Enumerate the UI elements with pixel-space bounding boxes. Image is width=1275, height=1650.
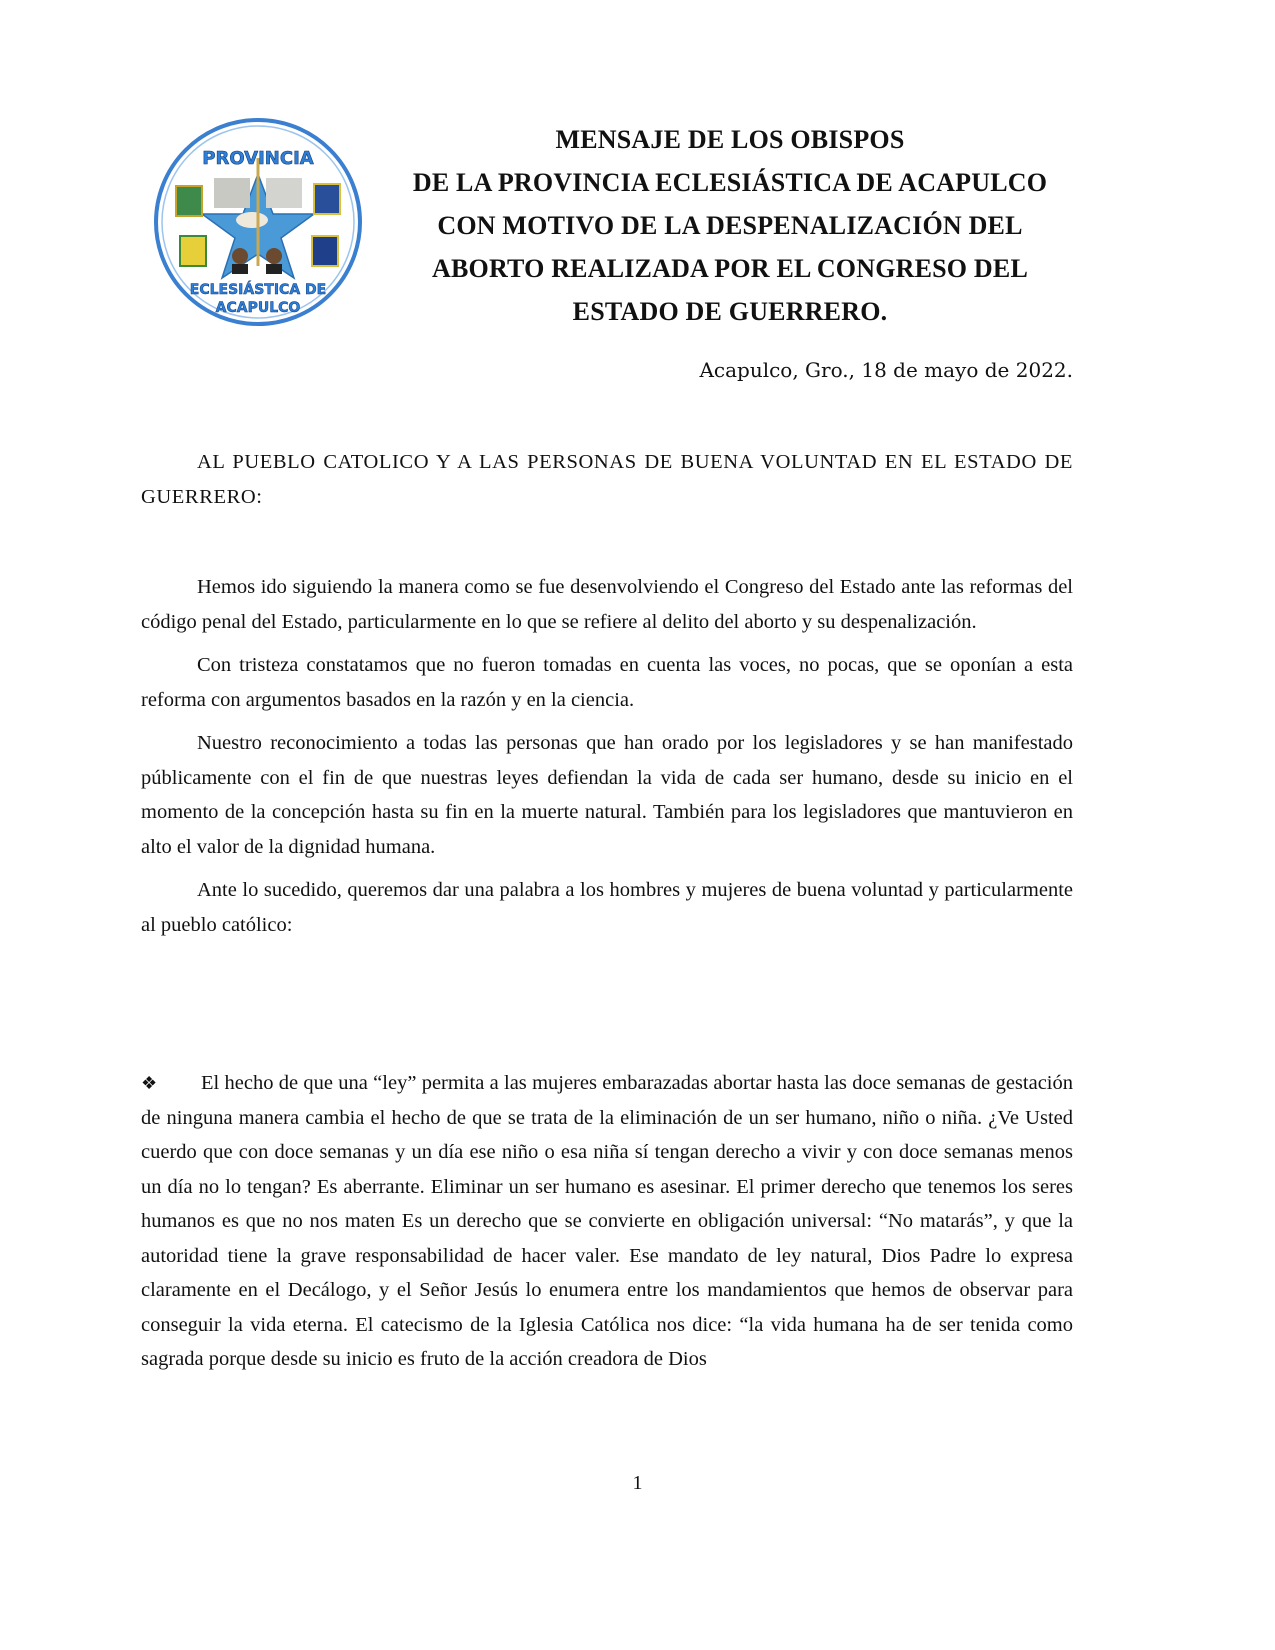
addressee: AL PUEBLO CATOLICO Y A LAS PERSONAS DE BUENA VOLUNTAD EN EL ESTADO DE GUERRERO: (141, 451, 1073, 508)
paragraph: Nuestro reconocimiento a todas las personas que han orado por los legisladores y se han manifestado públicamente con el fin de que nuestras leyes defiendan la vida de cada ser humano, desde su inicio en el momento de la concepción hasta su fin en la muerte natural. También para los legisladores que mantuvieron en alto el valor de la dignidad humana. (141, 732, 1073, 858)
diamond-bullet-icon: ❖ (141, 1073, 158, 1093)
page-number: 1 (632, 1472, 643, 1494)
provincia-logo (152, 116, 364, 328)
logo-bottom-text-1: ECLESIÁSTICA DE (189, 282, 327, 298)
document-title (380, 118, 1080, 333)
bullet-item (141, 1066, 1073, 1377)
title-line: DE LA PROVINCIA ECLESIÁSTICA DE ACAPULCO (412, 168, 1048, 197)
dateline: Acapulco, Gro., 18 de mayo de 2022. (699, 358, 1073, 382)
paragraph: Con tristeza constatamos que no fueron tomadas en cuenta las voces, no pocas, que se oponían a esta reforma con argumentos basados en la razón y en la ciencia. (141, 654, 1073, 711)
title-line: ESTADO DE GUERRERO. (572, 297, 888, 326)
logo-top-text: PROVINCIA (202, 148, 314, 169)
paragraph: Ante lo sucedido, queremos dar una palabra a los hombres y mujeres de buena voluntad y particularmente al pueblo católico: (141, 879, 1073, 936)
logo-bottom-text-2: ACAPULCO (215, 300, 301, 316)
bullet-text: El hecho de que una “ley” permita a las mujeres embarazadas abortar hasta las doce semanas de gestación de ninguna manera cambia el hecho de que se trata de la eliminación de un ser humano, niño o niña. ¿Ve Usted cuerdo que con doce semanas y un día ese niño o esa niña sí tengan derecho a vivir y con doce semanas menos un día no lo tengan? Es aberrante. Eliminar un ser humano es asesinar. El primer derecho que tenemos los seres humanos es que no nos maten Es un derecho que se convierte en obligación universal: “No matarás”, y que la autoridad tiene la grave responsabilidad de hacer valer. Ese mandato de ley natural, Dios Padre lo expresa claramente en el Decálogo, y el Señor Jesús lo enumera entre los mandamientos que hemos de observar para conseguir la vida eterna. El catecismo de la Iglesia Católica nos dice: “la vida humana ha de ser tenida como sagrada porque desde su inicio es fruto de la acción creadora de Dios (141, 1072, 1073, 1370)
title-line: CON MOTIVO DE LA DESPENALIZACIÓN DEL (437, 211, 1023, 240)
logo-emblem-icon (152, 116, 364, 328)
paragraph: Hemos ido siguiendo la manera como se fue desenvolviendo el Congreso del Estado ante las reformas del código penal del Estado, particularmente en lo que se refiere al delito del aborto y su despenalización. (141, 576, 1073, 633)
title-line: ABORTO REALIZADA POR EL CONGRESO DEL (432, 254, 1028, 283)
body-paragraphs (141, 570, 1073, 951)
title-line: MENSAJE DE LOS OBISPOS (555, 125, 905, 154)
